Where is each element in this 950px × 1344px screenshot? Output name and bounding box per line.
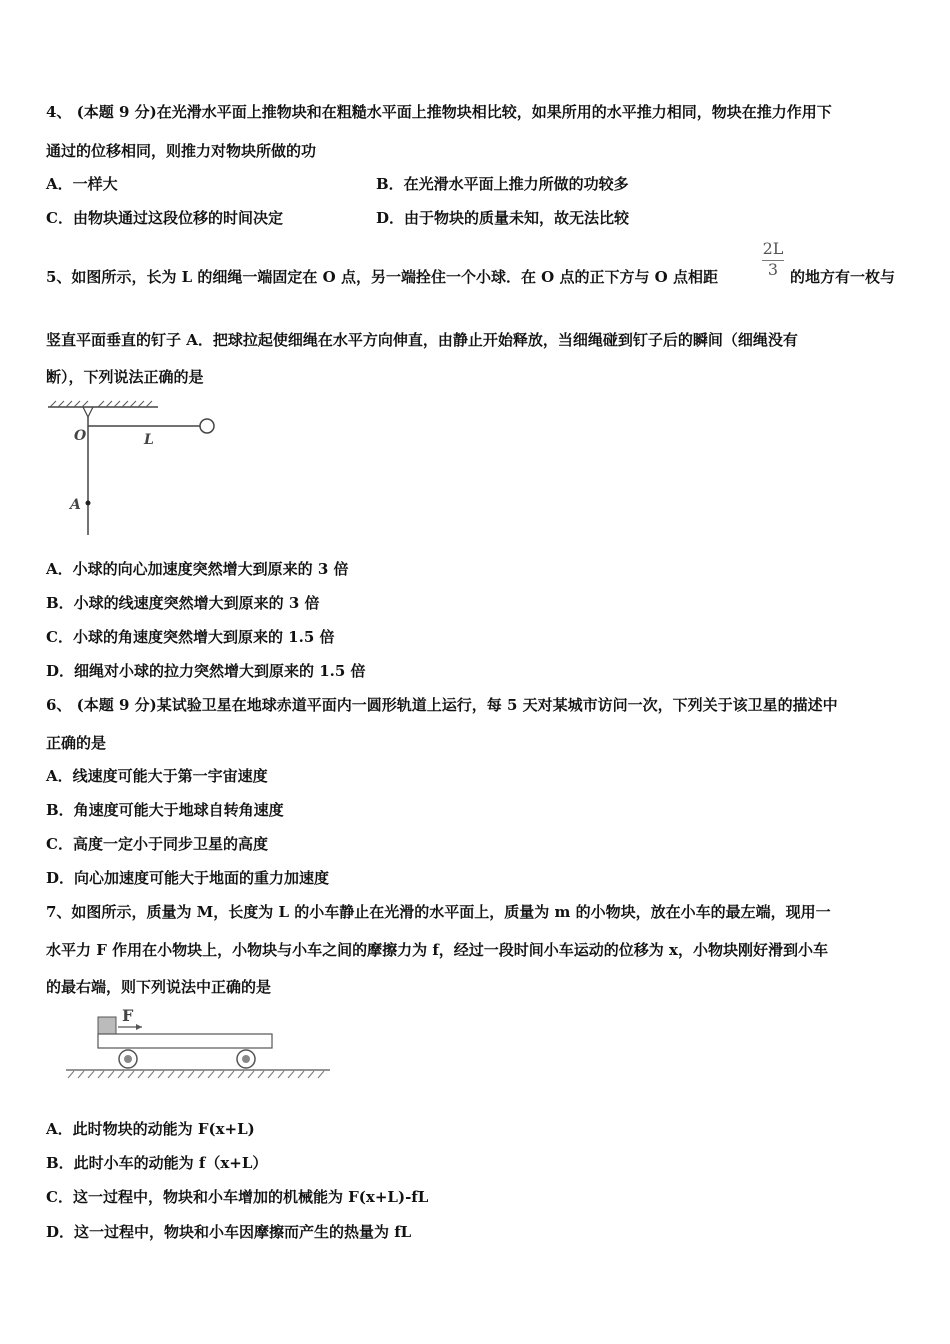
q4-option-c: C．由物块通过这段位移的时间决定 (46, 209, 283, 227)
q6-option-b: B．角速度可能大于地球自转角速度 (46, 801, 284, 819)
q5-stem-line3: 断），下列说法正确的是 (46, 368, 204, 386)
ball (200, 419, 214, 433)
q6-option-a: A．线速度可能大于第一宇宙速度 (46, 767, 268, 785)
q4-option-a: A．一样大 (46, 175, 118, 193)
cart-body (98, 1034, 272, 1048)
q7-option-c: C．这一过程中，物块和小车增加的机械能为 F(x+L)-fL (46, 1188, 429, 1206)
q5-stem-line2: 竖直平面垂直的钉子 A．把球拉起使细绳在水平方向伸直，由静止开始释放，当细绳碰到钉子后的瞬间（细绳没有 (46, 331, 798, 349)
q5-fraction-numerator: 2L (762, 239, 784, 258)
q5-fraction (760, 240, 786, 279)
q4-option-b: B．在光滑水平面上推力所做的功较多 (376, 175, 629, 193)
q4-stem-line1: 4、 (本题 9 分)在光滑水平面上推物块和在粗糙水平面上推物块相比较，如果所用的水平推力相同，物块在推力作用下 (46, 103, 832, 121)
nail-a (86, 501, 91, 506)
q7-option-a: A．此时物块的动能为 F(x+L) (46, 1120, 255, 1138)
pivot-support (83, 407, 93, 417)
ground-hatch (68, 1071, 324, 1078)
q5-option-c: C．小球的角速度突然增大到原来的 1.5 倍 (46, 628, 335, 646)
q5-option-d: D．细绳对小球的拉力突然增大到原来的 1.5 倍 (46, 662, 366, 680)
q5-option-b: B．小球的线速度突然增大到原来的 3 倍 (46, 594, 320, 612)
q6-option-c: C．高度一定小于同步卫星的高度 (46, 835, 268, 853)
q5-stem-line1a: 5、如图所示，长为 L 的细绳一端固定在 O 点，另一端拴住一个小球．在 O 点的正下方与 O 点相距 (46, 268, 718, 286)
q4-option-d: D．由于物块的质量未知，故无法比较 (376, 209, 630, 227)
wheel-left-hub (124, 1055, 132, 1063)
q5-figure-pendulum (40, 395, 230, 540)
block-m (98, 1017, 116, 1034)
label-a: A (70, 497, 81, 513)
q4-stem-line2: 通过的位移相同，则推力对物块所做的功 (46, 142, 317, 160)
q7-stem-line2: 水平力 F 作用在小物块上，小物块与小车之间的摩擦力为 f，经过一段时间小车运动的位移为 x，小物块刚好滑到小车 (46, 941, 828, 959)
force-arrowhead (136, 1024, 142, 1030)
q5-stem-line1b: 的地方有一枚与 (790, 268, 896, 286)
q6-stem-line1: 6、 (本题 9 分)某试验卫星在地球赤道平面内一圆形轨道上运行，每 5 天对某城市访问一次，下列关于该卫星的描述中 (46, 696, 838, 714)
q5-option-a: A．小球的向心加速度突然增大到原来的 3 倍 (46, 560, 349, 578)
q6-option-d: D．向心加速度可能大于地面的重力加速度 (46, 869, 330, 887)
q6-stem-line2: 正确的是 (46, 734, 107, 752)
ceiling-hatch (50, 401, 152, 407)
wheel-right-hub (242, 1055, 250, 1063)
q7-stem-line1: 7、如图所示，质量为 M，长度为 L 的小车静止在光滑的水平面上，质量为 m 的小物块，放在小车的最左端，现用一 (46, 903, 831, 921)
label-l: L (144, 432, 154, 448)
q7-figure-cart (60, 1005, 340, 1090)
q5-fraction-denominator: 3 (767, 260, 779, 279)
q7-option-b: B．此时小车的动能为 f（x+L） (46, 1154, 268, 1172)
q7-stem-line3: 的最右端，则下列说法中正确的是 (46, 978, 272, 996)
label-o: O (74, 428, 87, 444)
label-f: F (122, 1006, 134, 1025)
q7-option-d: D．这一过程中，物块和小车因摩擦而产生的热量为 fL (46, 1223, 412, 1241)
